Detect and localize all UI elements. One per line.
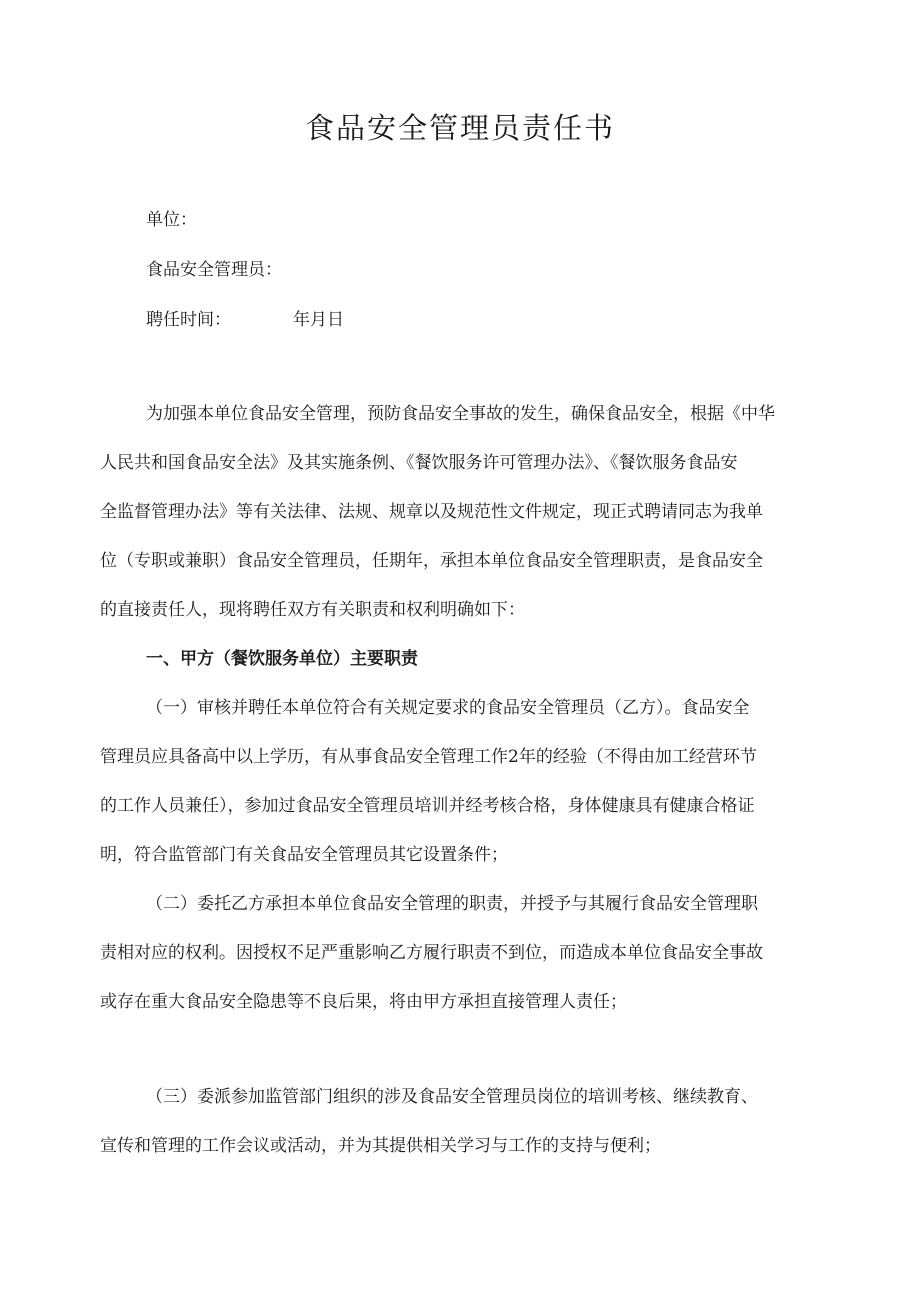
unit-label: 单位： bbox=[146, 210, 197, 230]
section-heading-party-a: 一、甲方（餐饮服务单位）主要职责 bbox=[146, 649, 418, 669]
item3-line-2: 宣传和管理的工作会议或活动，并为其提供相关学习与工作的支持与便利； bbox=[100, 1136, 661, 1156]
appointment-time-label: 聘任时间： bbox=[146, 310, 231, 330]
unit-field bbox=[146, 208, 197, 232]
item3-line-1: （三）委派参加监管部门组织的涉及食品安全管理员岗位的培训考核、继续教育、 bbox=[146, 1087, 758, 1107]
appointment-time-value: 年月日 bbox=[293, 310, 344, 330]
intro-line-3: 全监督管理办法》等有关法律、法规、规章以及规范性文件规定，现正式聘请同志为我单 bbox=[100, 502, 763, 522]
intro-line-2: 人民共和国食品安全法》及其实施条例、《餐饮服务许可管理办法》、《餐饮服务食品安 bbox=[100, 453, 738, 473]
manager-label: 食品安全管理员： bbox=[146, 260, 282, 280]
item2-line-1: （二）委托乙方承担本单位食品安全管理的职责，并授予与其履行食品安全管理职 bbox=[146, 894, 758, 914]
appointment-time-field bbox=[146, 308, 344, 332]
intro-line-1: 为加强本单位食品安全管理，预防食品安全事故的发生，确保食品安全，根据《中华 bbox=[146, 404, 775, 424]
item1-line-1: （一）审核并聘任本单位符合有关规定要求的食品安全管理员（乙方）。食品安全 bbox=[146, 698, 750, 718]
intro-line-5: 的直接责任人，现将聘任双方有关职责和权利明确如下： bbox=[100, 600, 525, 620]
item2-line-3: 或存在重大食品安全隐患等不良后果，将由甲方承担直接管理人责任； bbox=[100, 992, 627, 1012]
item1-line-4: 明，符合监管部门有关食品安全管理员其它设置条件； bbox=[100, 845, 508, 865]
item1-line-2: 管理员应具备高中以上学历，有从事食品安全管理工作2年的经验（不得由加工经营环节 bbox=[100, 747, 757, 767]
item2-line-2: 责相对应的权利。因授权不足严重影响乙方履行职责不到位，而造成本单位食品安全事故 bbox=[100, 943, 763, 963]
item1-line-3: 的工作人员兼任），参加过食品安全管理员培训并经考核合格，身体健康具有健康合格证 bbox=[100, 796, 755, 816]
intro-line-4: 位（专职或兼职）食品安全管理员，任期年，承担本单位食品安全管理职责，是食品安全 bbox=[100, 551, 763, 571]
manager-field bbox=[146, 258, 282, 282]
document-title: 食品安全管理员责任书 bbox=[304, 111, 615, 145]
